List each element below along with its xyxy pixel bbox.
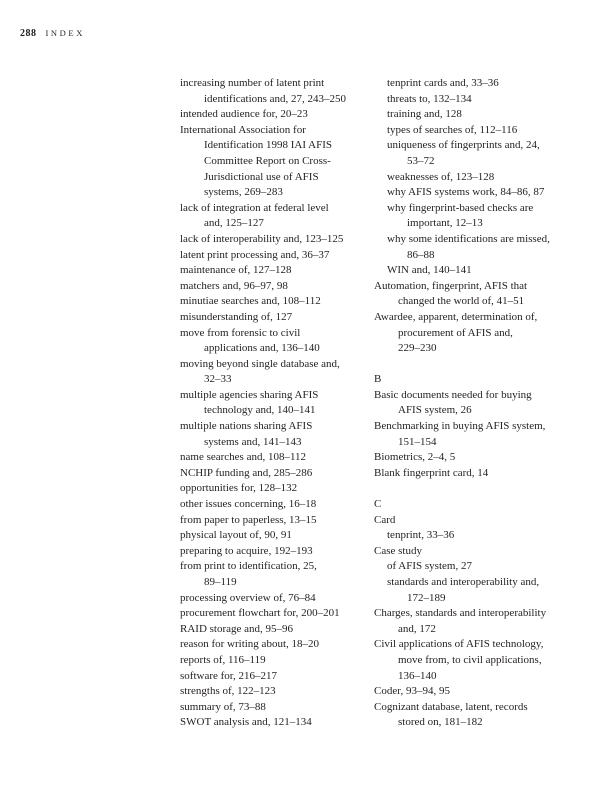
index-entry-line: 32–33 — [204, 373, 232, 386]
index-entry — [180, 481, 376, 497]
section-gap — [374, 481, 596, 497]
index-entry-line: of AFIS system, 27 — [387, 560, 472, 573]
index-entry-line: AFIS system, 26 — [398, 404, 472, 417]
index-entry — [180, 513, 376, 529]
index-entry — [180, 450, 376, 466]
index-entry-line: Automation, fingerprint, AFIS that — [374, 279, 528, 292]
running-title: INDEX — [45, 28, 85, 38]
index-entry-line: WIN and, 140–141 — [387, 264, 472, 277]
index-entry-line: Card — [374, 513, 396, 526]
section-gap — [374, 357, 596, 373]
index-subentry — [374, 575, 596, 606]
index-entry-line: maintenance of, 127–128 — [180, 264, 292, 277]
index-entry — [374, 388, 596, 419]
index-entry-line: multiple agencies sharing AFIS — [180, 388, 319, 401]
index-subentry — [374, 185, 596, 201]
index-entry — [180, 669, 376, 685]
index-entry-line: RAID storage and, 95–96 — [180, 622, 294, 635]
index-entry — [180, 326, 376, 357]
index-entry — [374, 513, 596, 529]
index-entry-line: 151–154 — [398, 435, 437, 448]
index-column-left — [180, 76, 376, 731]
index-entry-line: weaknesses of, 123–128 — [387, 170, 495, 183]
index-entry-line: move from, to civil applications, — [398, 653, 542, 666]
index-entry — [180, 700, 376, 716]
index-entry — [180, 388, 376, 419]
index-entry — [374, 497, 596, 513]
index-entry-line: strengths of, 122–123 — [180, 685, 276, 698]
index-entry-line: summary of, 73–88 — [180, 700, 266, 713]
index-entry-line: reason for writing about, 18–20 — [180, 638, 319, 651]
index-entry-line: software for, 216–217 — [180, 669, 278, 682]
index-entry — [374, 544, 596, 560]
index-entry-line: and, 172 — [398, 622, 436, 635]
index-subentry — [374, 170, 596, 186]
index-entry-line: name searches and, 108–112 — [180, 451, 307, 464]
index-entry-line: Biometrics, 2–4, 5 — [374, 451, 456, 464]
index-subentry — [374, 201, 596, 232]
index-entry-line: from paper to paperless, 13–15 — [180, 513, 317, 526]
index-subentry — [374, 559, 596, 575]
page-number: 288 — [20, 28, 37, 39]
index-entry-line: 172–189 — [407, 591, 446, 604]
index-entry — [180, 715, 376, 731]
index-entry-line: other issues concerning, 16–18 — [180, 498, 317, 511]
index-subentry — [374, 138, 596, 169]
index-entry-line: NCHIP funding and, 285–286 — [180, 466, 313, 479]
index-entry-line: changed the world of, 41–51 — [398, 295, 525, 308]
index-subentry — [374, 232, 596, 263]
index-subentry — [374, 76, 596, 92]
index-entry-line: Cognizant database, latent, records — [374, 700, 528, 713]
index-entry — [180, 76, 376, 107]
index-entry — [180, 606, 376, 622]
index-entry-line: systems and, 141–143 — [204, 435, 302, 448]
index-entry-line: Coder, 93–94, 95 — [374, 685, 450, 698]
index-entry-line: intended audience for, 20–23 — [180, 108, 308, 121]
index-entry-line: procurement flowchart for, 200–201 — [180, 607, 340, 620]
index-entry-line: threats to, 132–134 — [387, 92, 472, 105]
index-entry-line: training and, 128 — [387, 108, 462, 121]
index-entry-line: applications and, 136–140 — [204, 342, 320, 355]
index-entry — [180, 466, 376, 482]
index-entry-line: multiple nations sharing AFIS — [180, 420, 313, 433]
index-entry — [180, 310, 376, 326]
index-entry-line: opportunities for, 128–132 — [180, 482, 298, 495]
index-subentry — [374, 528, 596, 544]
index-entry — [374, 466, 596, 482]
index-entry-line: Jurisdictional use of AFIS — [204, 170, 319, 183]
index-entry — [180, 248, 376, 264]
running-header — [20, 28, 85, 39]
index-subentry — [374, 263, 596, 279]
index-entry-line: Awardee, apparent, determination of, — [374, 310, 538, 323]
index-entry-line: SWOT analysis and, 121–134 — [180, 716, 312, 729]
index-entry — [180, 294, 376, 310]
index-entry-line: increasing number of latent print — [180, 77, 325, 89]
index-entry-line: Identification 1998 IAI AFIS — [204, 139, 333, 152]
index-entry-line: standards and interoperability and, — [387, 576, 540, 588]
index-entry — [374, 372, 596, 388]
index-entry-line: Committee Report on Cross- — [204, 154, 331, 167]
index-entry-line: B — [374, 373, 382, 386]
index-entry — [180, 123, 376, 201]
index-entry-line: latent print processing and, 36–37 — [180, 248, 330, 261]
index-entry-line: misunderstanding of, 127 — [180, 310, 293, 323]
index-entry — [180, 357, 376, 388]
index-entry — [374, 419, 596, 450]
index-entry-line: procurement of AFIS and, — [398, 326, 513, 339]
index-entry-line: lack of interoperability and, 123–125 — [180, 232, 344, 245]
index-entry-line: Blank fingerprint card, 14 — [374, 466, 489, 479]
index-entry-line: identifications and, 27, 243–250 — [204, 92, 347, 105]
index-entry-line: tenprint cards and, 33–36 — [387, 77, 499, 89]
index-entry — [374, 279, 596, 310]
index-entry-line: 229–230 — [398, 342, 437, 355]
index-entry-line: from print to identification, 25, — [180, 560, 317, 573]
index-entry-line: move from forensic to civil — [180, 326, 301, 339]
index-entry — [180, 528, 376, 544]
index-entry — [180, 232, 376, 248]
index-subentry — [374, 107, 596, 123]
index-entry-line: 53–72 — [407, 154, 435, 167]
index-entry-line: why fingerprint-based checks are — [387, 201, 534, 214]
index-entry — [374, 310, 596, 357]
index-entry-line: 89–119 — [204, 576, 237, 588]
index-entry-line: 86–88 — [407, 248, 435, 261]
index-entry-line: tenprint, 33–36 — [387, 529, 455, 542]
index-entry-line: minutiae searches and, 108–112 — [180, 295, 321, 308]
index-entry-line: Civil applications of AFIS technology, — [374, 638, 544, 651]
index-entry-line: reports of, 116–119 — [180, 653, 266, 666]
index-entry-line: 136–140 — [398, 669, 437, 682]
index-entry-line: stored on, 181–182 — [398, 716, 483, 729]
index-entry-line: systems, 269–283 — [204, 186, 283, 199]
index-entry — [180, 497, 376, 513]
index-entry-line: Basic documents needed for buying — [374, 388, 532, 401]
index-entry — [180, 637, 376, 653]
index-entry — [180, 107, 376, 123]
index-entry — [180, 544, 376, 560]
index-entry-line: important, 12–13 — [407, 217, 483, 230]
index-entry — [180, 653, 376, 669]
index-entry-line: Case study — [374, 544, 422, 557]
index-entry — [374, 637, 596, 684]
index-entry — [180, 591, 376, 607]
index-entry-line: technology and, 140–141 — [204, 404, 316, 417]
index-column-right — [374, 76, 596, 731]
index-entry — [180, 279, 376, 295]
index-entry-line: types of searches of, 112–116 — [387, 123, 518, 136]
index-entry — [374, 606, 596, 637]
index-entry — [180, 559, 376, 590]
index-entry-line: processing overview of, 76–84 — [180, 591, 316, 604]
index-entry — [180, 622, 376, 638]
index-entry — [180, 201, 376, 232]
index-entry-line: and, 125–127 — [204, 217, 264, 230]
index-entry — [374, 684, 596, 700]
index-entry-line: moving beyond single database and, — [180, 357, 340, 370]
index-subentry — [374, 123, 596, 139]
index-entry-line: preparing to acquire, 192–193 — [180, 544, 313, 557]
index-entry-line: uniqueness of fingerprints and, 24, — [387, 139, 540, 152]
index-entry-line: physical layout of, 90, 91 — [180, 529, 292, 542]
index-entry — [180, 419, 376, 450]
index-entry — [374, 700, 596, 731]
index-subentry — [374, 92, 596, 108]
index-entry-line: why some identifications are missed, — [387, 232, 550, 245]
index-entry-line: C — [374, 498, 382, 511]
index-entry-line: matchers and, 96–97, 98 — [180, 279, 288, 292]
index-entry-line: International Association for — [180, 123, 306, 136]
index-entry — [374, 450, 596, 466]
index-entry — [180, 263, 376, 279]
index-entry-line: Benchmarking in buying AFIS system, — [374, 420, 546, 433]
index-entry-line: lack of integration at federal level — [180, 201, 329, 214]
index-entry — [180, 684, 376, 700]
index-entry-line: why AFIS systems work, 84–86, 87 — [387, 186, 545, 199]
index-entry-line: Charges, standards and interoperability — [374, 607, 547, 620]
